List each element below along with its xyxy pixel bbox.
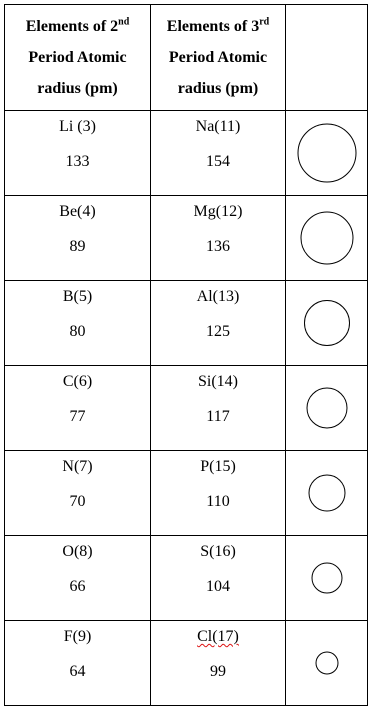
header-visual	[286, 5, 368, 111]
period-2-cell	[5, 196, 151, 281]
radius-value: 77	[69, 408, 86, 425]
table-row	[5, 196, 368, 281]
radius-value: 154	[206, 153, 230, 170]
atom-circle	[295, 121, 359, 185]
period-2-cell	[5, 366, 151, 451]
element-label: P(15)	[200, 458, 236, 475]
atom-size-cell	[286, 281, 368, 366]
period-2-cell	[5, 451, 151, 536]
table-row	[5, 111, 368, 196]
atom-size-cell	[286, 366, 368, 451]
radius-value: 99	[210, 663, 226, 680]
header-period-2-line1: Elements of 2nd	[25, 16, 130, 35]
period-3-cell	[151, 621, 286, 706]
period-3-cell	[151, 451, 286, 536]
radius-value: 125	[206, 323, 230, 340]
period-2-cell	[5, 281, 151, 366]
table-header-row	[5, 5, 368, 111]
atom-size-cell	[286, 536, 368, 621]
element-label: O(8)	[62, 543, 93, 560]
period-3-cell	[151, 536, 286, 621]
radius-value: 104	[206, 578, 230, 595]
atom-size-cell	[286, 111, 368, 196]
element-label: C(6)	[62, 373, 93, 390]
element-label: Si(14)	[198, 373, 238, 390]
atom-circle	[295, 631, 359, 695]
period-3-cell	[151, 366, 286, 451]
element-label: N(7)	[62, 458, 93, 475]
radius-value: 117	[206, 408, 230, 425]
element-label: B(5)	[62, 288, 93, 305]
atom-size-cell	[286, 196, 368, 281]
element-label: F(9)	[63, 628, 92, 645]
radius-value: 70	[69, 493, 86, 510]
atom-circle	[295, 291, 359, 355]
atom-circle	[295, 546, 359, 610]
radius-value: 89	[69, 238, 86, 255]
element-label: Al(13)	[196, 288, 240, 305]
header-period-3-line1: Elements of 3rd	[166, 16, 270, 35]
element-label: Li (3)	[59, 118, 96, 135]
atom-size-cell	[286, 621, 368, 706]
atomic-radius-table	[4, 4, 368, 706]
period-2-cell	[5, 111, 151, 196]
atom-circle	[295, 376, 359, 440]
atom-circle	[295, 206, 359, 270]
radius-value: 64	[69, 663, 86, 680]
radius-value: 136	[206, 238, 230, 255]
table-row	[5, 366, 368, 451]
radius-value: 133	[65, 153, 90, 170]
table-row	[5, 451, 368, 536]
period-2-cell	[5, 621, 151, 706]
header-period-2-line2: Period Atomic	[28, 49, 127, 66]
radius-value: 66	[69, 578, 86, 595]
element-label: Cl(17)	[197, 628, 239, 645]
element-label: Na(11)	[195, 118, 241, 135]
table-row	[5, 621, 368, 706]
element-label: Mg(12)	[193, 203, 243, 220]
period-2-cell	[5, 536, 151, 621]
header-period-3-line2: Period Atomic	[168, 49, 268, 66]
table-row	[5, 536, 368, 621]
header-period-3	[151, 5, 286, 111]
header-period-3-line3: radius (pm)	[177, 80, 259, 97]
header-period-2-line3: radius (pm)	[37, 80, 118, 97]
period-3-cell	[151, 111, 286, 196]
atom-circle	[295, 461, 359, 525]
table-row	[5, 281, 368, 366]
header-period-2	[5, 5, 151, 111]
atom-size-cell	[286, 451, 368, 536]
element-label: S(16)	[200, 543, 236, 560]
period-3-cell	[151, 196, 286, 281]
radius-value: 80	[69, 323, 86, 340]
element-label: Be(4)	[59, 203, 96, 220]
period-3-cell	[151, 281, 286, 366]
radius-value: 110	[206, 493, 230, 510]
